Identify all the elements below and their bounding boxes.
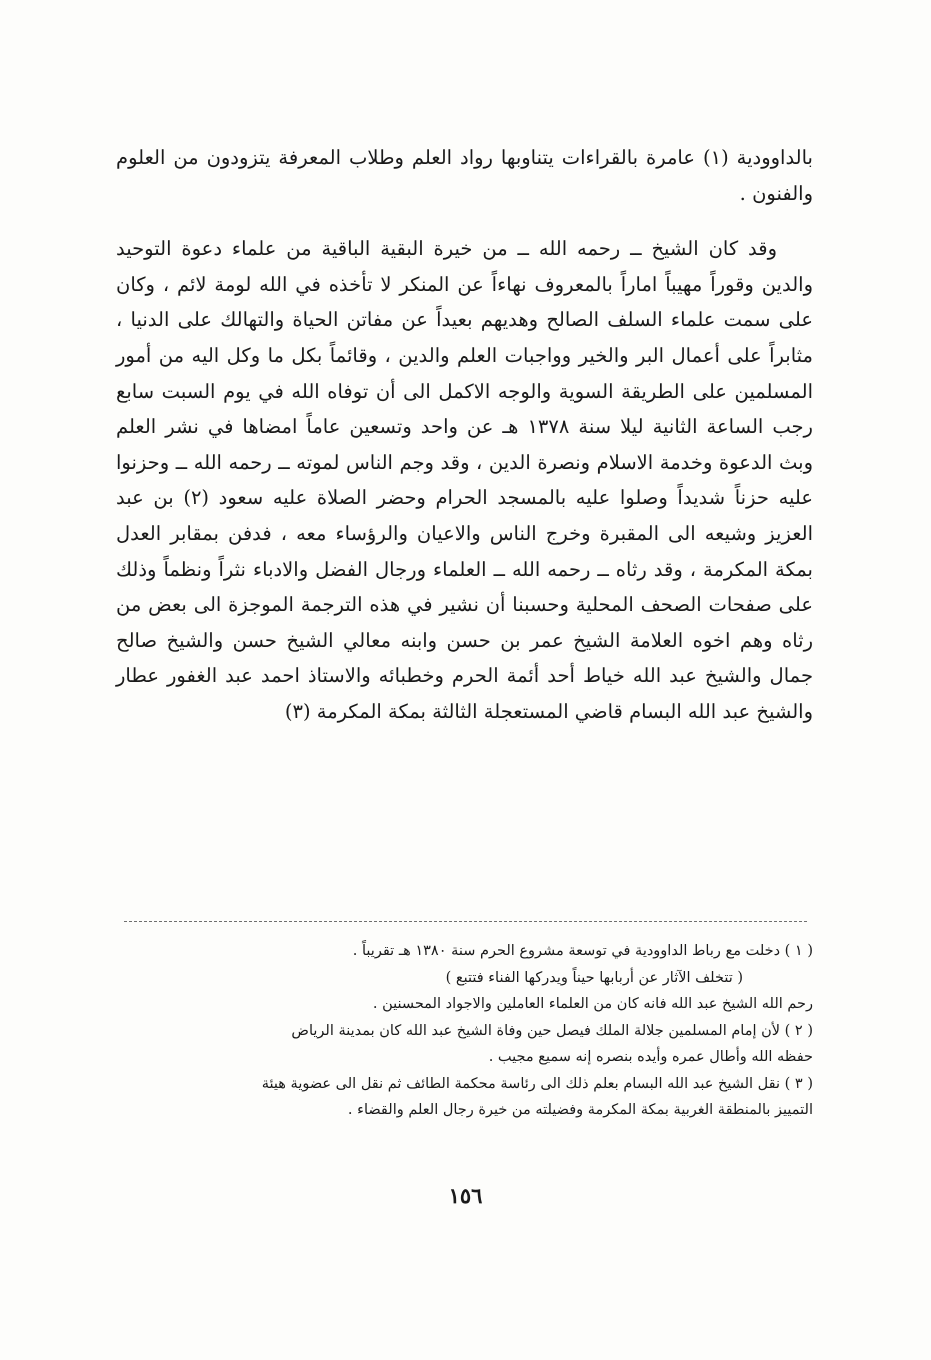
footnote-1-poem: ( تتخلف الآثار عن أربابها حيناً ويدركها الفناء فتتبع ) <box>445 969 743 986</box>
main-paragraph: وقد كان الشيخ ــ رحمه الله ــ من خيرة البقية الباقية من علماء دعوة التوحيد والدين وقوراً مهيباً اماراً بالمعروف نهاءاً عن المنكر لا تأخذه في الله لومة لائم ، وكان على سمت علماء السلف الصالح وهديهم بعيداً عن مفاتن الحياة والتهالك على الدنيا ، مثابراً على أعمال البر والخير وواجبات العلم والدين ، وقائماً بكل ما وكل اليه من أمور المسلمين على الطريقة السوية والوجه الاكمل الى أن توفاه الله في يوم السبت سابع رجب الساعة الثانية ليلا سنة ١٣٧٨ هـ عن واحد وتسعين عاماً امضاها في نشر العلم وبث الدعوة وخدمة الاسلام ونصرة الدين ، وقد وجم الناس لموته ــ رحمه الله ــ وحزنوا عليه حزناً شديداً وصلوا عليه بالمسجد الحرام وحضر الصلاة عليه سعود (٢) بن عبد العزيز وشيعه الى المقبرة وخرج الناس والاعيان والرؤساء معه ، فدفن بمقابر العدل بمكة المكرمة ، وقد رثاه ــ رحمه الله ــ العلماء ورجال الفضل والادباء نثراً ونظماً وذلك على صفحات الصحف المحلية وحسبنا أن نشير في هذه الترجمة الموجزة الى بعض من رثاه وهم اخوه العلامة الشيخ عمر بن حسن وابنه معالي الشيخ حسن والشيخ صالح جمال والشيخ عبد الله خياط أحد أئمة الحرم وخطبائه والاستاذ احمد عبد الغفور عطار والشيخ عبد الله البسام قاضي المستعجلة الثالثة بمكة المكرمة (٣) <box>116 237 813 723</box>
footnotes <box>116 938 813 1124</box>
body-text <box>116 140 813 730</box>
footnote-2-line-1: ( ٢ ) لأن إمام المسلمين جلالة الملك فيصل حين وفاة الشيخ عبد الله كان بمدينة الرياض <box>291 1022 813 1039</box>
footnote-2-line-2: حفظه الله وأطال عمره وأيده بنصره إنه سميع مجيب . <box>488 1049 813 1065</box>
footnote-3-line-2: التمييز بالمنطقة الغربية بمكة المكرمة وفضيلته من خيرة رجال العلم والقضاء . <box>347 1102 813 1118</box>
page-number: ١٥٦ <box>448 1183 483 1208</box>
footnote-1-line-1: ( ١ ) دخلت مع رباط الداوودية في توسعة مشروع الحرم سنة ١٣٨٠ هـ تقريباً . <box>352 943 813 959</box>
footnote-3-line-1: ( ٣ ) نقل الشيخ عبد الله البسام بعلم ذلك الى رئاسة محكمة الطائف ثم نقل الى عضوية هيئة <box>261 1075 813 1092</box>
footnote-separator <box>124 921 807 922</box>
intro-paragraph: بالداوودية (١) عامرة بالقراءات يتناوبها رواد العلم وطلاب المعرفة يتزودون من العلوم والفنون . <box>116 146 813 205</box>
footnote-1-line-3: رحم الله الشيخ عبد الله فانه كان من العلماء العاملين والاجواد المحسنين . <box>372 996 813 1012</box>
